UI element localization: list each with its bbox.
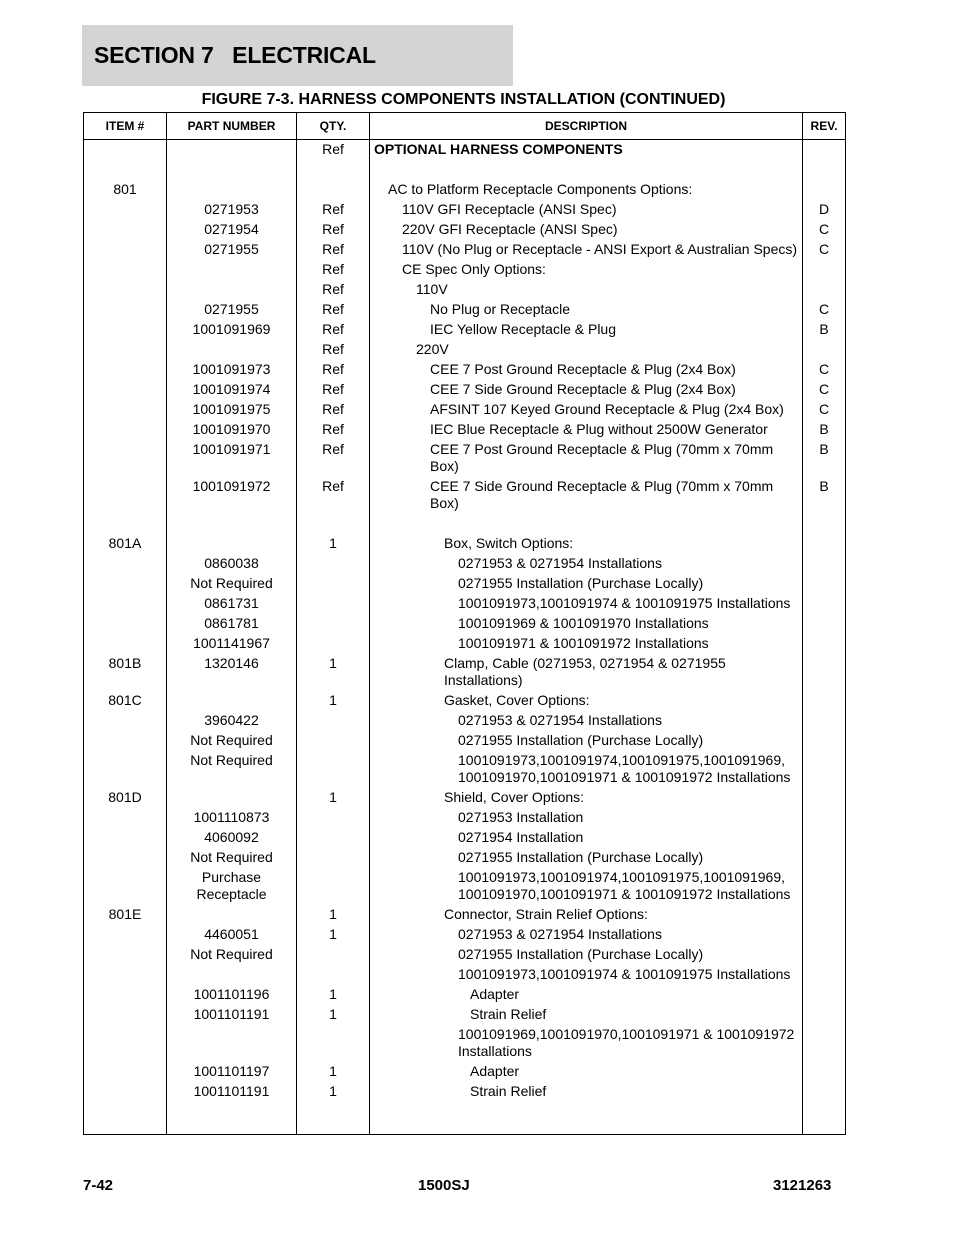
description-cell: 0271954 Installation [370,827,803,847]
table-row [84,847,846,867]
item-number-cell [84,944,167,964]
item-number-cell [84,827,167,847]
table-row [84,533,846,553]
revision-cell [803,613,846,633]
item-number-cell: 801E [84,904,167,924]
item-number-cell [84,359,167,379]
quantity-cell: Ref [297,339,370,359]
description-cell: Shield, Cover Options: [370,787,803,807]
part-number-cell: 0861781 [167,613,297,633]
quantity-cell: Ref [297,239,370,259]
revision-cell [803,867,846,904]
quantity-cell [297,710,370,730]
description-cell: 220V GFI Receptacle (ANSI Spec) [370,219,803,239]
item-number-cell [84,219,167,239]
part-number-cell: 1001091973 [167,359,297,379]
description-cell: 110V [370,279,803,299]
revision-cell [803,1061,846,1081]
quantity-cell [297,613,370,633]
description-cell: 1001091973,1001091974 & 1001091975 Installations [370,593,803,613]
description-cell: 1001091973,1001091974 & 1001091975 Installations [370,964,803,984]
item-number-cell [84,1081,167,1101]
item-number-cell [84,964,167,984]
revision-cell [803,633,846,653]
quantity-cell: Ref [297,140,370,160]
revision-cell [803,1024,846,1061]
parts-table-body [84,140,846,1135]
spacer-cell [370,513,803,533]
item-number-cell [84,319,167,339]
quantity-cell [297,867,370,904]
quantity-cell: Ref [297,299,370,319]
table-row [84,1081,846,1101]
quantity-cell: Ref [297,379,370,399]
item-number-cell [84,140,167,160]
table-row [84,1004,846,1024]
part-number-cell [167,140,297,160]
table-row [84,613,846,633]
section-title: SECTION 7 ELECTRICAL [94,42,376,68]
revision-cell: B [803,476,846,513]
description-cell: AFSINT 107 Keyed Ground Receptacle & Plug (2x4 Box) [370,399,803,419]
description-cell: No Plug or Receptacle [370,299,803,319]
part-number-cell [167,964,297,984]
column-header-item: ITEM # [84,113,167,140]
revision-cell: C [803,219,846,239]
quantity-cell: 1 [297,533,370,553]
quantity-cell: 1 [297,984,370,1004]
footer-model: 1500SJ [418,1177,470,1194]
item-number-cell [84,867,167,904]
spacer-cell [84,513,167,533]
revision-cell [803,533,846,553]
item-number-cell [84,984,167,1004]
table-row [84,299,846,319]
table-row [84,710,846,730]
item-number-cell [84,750,167,787]
quantity-cell [297,1024,370,1061]
table-row [84,1061,846,1081]
description-cell: Clamp, Cable (0271953, 0271954 & 0271955 Installations) [370,653,803,690]
part-number-cell [167,787,297,807]
item-number-cell [84,299,167,319]
description-cell: 220V [370,339,803,359]
column-header-rev: REV. [803,113,846,140]
table-row [84,439,846,476]
description-cell: 0271955 Installation (Purchase Locally) [370,944,803,964]
revision-cell [803,984,846,1004]
column-header-part-number: PART NUMBER [167,113,297,140]
table-row [84,807,846,827]
description-cell: Adapter [370,984,803,1004]
part-number-cell: 1001101191 [167,1004,297,1024]
description-cell: 0271953 & 0271954 Installations [370,924,803,944]
item-number-cell [84,419,167,439]
revision-cell [803,1004,846,1024]
part-number-cell: 1001101196 [167,984,297,1004]
table-row [84,633,846,653]
table-row [84,690,846,710]
table-row [84,319,846,339]
description-cell: 1001091973,1001091974,1001091975,1001091969, 1001091970,1001091971 & 1001091972 Installations [370,867,803,904]
table-row [84,219,846,239]
quantity-cell: Ref [297,199,370,219]
spacer-row [84,159,846,179]
revision-cell: C [803,359,846,379]
revision-cell [803,807,846,827]
quantity-cell [297,553,370,573]
description-cell: Strain Relief [370,1081,803,1101]
revision-cell [803,653,846,690]
table-row [84,476,846,513]
description-cell: Box, Switch Options: [370,533,803,553]
revision-cell [803,259,846,279]
item-number-cell [84,924,167,944]
description-cell: 1001091973,1001091974,1001091975,1001091969, 1001091970,1001091971 & 1001091972 Installations [370,750,803,787]
item-number-cell [84,613,167,633]
item-number-cell [84,379,167,399]
item-number-cell [84,1024,167,1061]
description-cell: 110V (No Plug or Receptacle - ANSI Export & Australian Specs) [370,239,803,259]
part-number-cell: 4460051 [167,924,297,944]
part-number-cell: Not Required [167,730,297,750]
description-cell: Adapter [370,1061,803,1081]
column-header-description: DESCRIPTION [370,113,803,140]
quantity-cell [297,179,370,199]
description-cell: Strain Relief [370,1004,803,1024]
item-number-cell [84,199,167,219]
description-cell: CEE 7 Side Ground Receptacle & Plug (2x4 Box) [370,379,803,399]
item-number-cell [84,279,167,299]
quantity-cell [297,633,370,653]
item-number-cell [84,593,167,613]
description-cell: 110V GFI Receptacle (ANSI Spec) [370,199,803,219]
quantity-cell: 1 [297,787,370,807]
part-number-cell: 1001141967 [167,633,297,653]
part-number-cell: Purchase Receptacle [167,867,297,904]
table-header-row [84,113,846,140]
table-row [84,964,846,984]
revision-cell [803,944,846,964]
part-number-cell: 0271955 [167,299,297,319]
section-header [82,25,513,86]
part-number-cell: 4060092 [167,827,297,847]
table-row [84,199,846,219]
quantity-cell: 1 [297,1004,370,1024]
item-number-cell [84,573,167,593]
description-cell: IEC Yellow Receptacle & Plug [370,319,803,339]
part-number-cell [167,1024,297,1061]
revision-cell [803,339,846,359]
part-number-cell [167,690,297,710]
quantity-cell: Ref [297,476,370,513]
part-number-cell [167,339,297,359]
description-cell: 1001091969,1001091970,1001091971 & 1001091972 Installations [370,1024,803,1061]
part-number-cell [167,904,297,924]
revision-cell [803,140,846,160]
quantity-cell: 1 [297,1081,370,1101]
part-number-cell: 0271953 [167,199,297,219]
item-number-cell [84,339,167,359]
part-number-cell: Not Required [167,573,297,593]
spacer-cell [803,159,846,179]
parts-table [83,112,846,1135]
description-cell: Connector, Strain Relief Options: [370,904,803,924]
table-end-row [84,1101,846,1135]
table-row [84,924,846,944]
description-cell: CEE 7 Post Ground Receptacle & Plug (2x4 Box) [370,359,803,379]
column-header-qty: QTY. [297,113,370,140]
part-number-cell [167,533,297,553]
part-number-cell: 0271954 [167,219,297,239]
quantity-cell: 1 [297,690,370,710]
quantity-cell [297,847,370,867]
table-row [84,984,846,1004]
description-cell: CEE 7 Side Ground Receptacle & Plug (70mm x 70mm Box) [370,476,803,513]
item-number-cell [84,807,167,827]
spacer-cell [167,513,297,533]
table-row [84,359,846,379]
revision-cell [803,750,846,787]
quantity-cell: Ref [297,259,370,279]
part-number-cell: 1001091975 [167,399,297,419]
spacer-cell [84,159,167,179]
figure-title: FIGURE 7-3. HARNESS COMPONENTS INSTALLATION (CONTINUED) [201,91,726,108]
table-row [84,1024,846,1061]
spacer-row [84,513,846,533]
item-number-cell [84,476,167,513]
revision-cell [803,904,846,924]
part-number-cell: Not Required [167,847,297,867]
quantity-cell [297,593,370,613]
quantity-cell: Ref [297,399,370,419]
description-cell: 0271955 Installation (Purchase Locally) [370,730,803,750]
revision-cell [803,787,846,807]
quantity-cell [297,964,370,984]
part-number-cell: 1001091974 [167,379,297,399]
revision-cell [803,279,846,299]
item-number-cell: 801D [84,787,167,807]
item-number-cell [84,1004,167,1024]
table-row [84,904,846,924]
item-number-cell [84,710,167,730]
part-number-cell: 0271955 [167,239,297,259]
quantity-cell: Ref [297,419,370,439]
description-cell: 0271953 & 0271954 Installations [370,710,803,730]
revision-cell: D [803,199,846,219]
part-number-cell: 0861731 [167,593,297,613]
table-row [84,279,846,299]
table-row [84,750,846,787]
quantity-cell: Ref [297,439,370,476]
table-row [84,593,846,613]
spacer-cell [297,159,370,179]
part-number-cell [167,259,297,279]
quantity-cell [297,827,370,847]
part-number-cell: Not Required [167,944,297,964]
description-cell: CEE 7 Post Ground Receptacle & Plug (70mm x 70mm Box) [370,439,803,476]
part-number-cell: 1001091971 [167,439,297,476]
quantity-cell: 1 [297,653,370,690]
item-number-cell: 801A [84,533,167,553]
table-row [84,399,846,419]
table-row [84,827,846,847]
item-number-cell: 801C [84,690,167,710]
part-number-cell [167,179,297,199]
item-number-cell [84,399,167,419]
spacer-cell [370,159,803,179]
table-row [84,867,846,904]
table-row [84,259,846,279]
table-row [84,339,846,359]
item-number-cell [84,553,167,573]
description-cell: 0271955 Installation (Purchase Locally) [370,847,803,867]
item-number-cell [84,633,167,653]
revision-cell [803,573,846,593]
table-row [84,379,846,399]
part-number-cell [167,279,297,299]
quantity-cell: Ref [297,359,370,379]
table-end-cell [297,1101,370,1135]
revision-cell: B [803,319,846,339]
part-number-cell: 1001091972 [167,476,297,513]
quantity-cell: 1 [297,924,370,944]
part-number-cell: 3960422 [167,710,297,730]
quantity-cell [297,730,370,750]
item-number-cell [84,259,167,279]
revision-cell: C [803,379,846,399]
revision-cell: C [803,239,846,259]
table-row [84,140,846,160]
part-number-cell: 1001101197 [167,1061,297,1081]
quantity-cell [297,750,370,787]
revision-cell: B [803,439,846,476]
description-cell: CE Spec Only Options: [370,259,803,279]
table-end-cell [84,1101,167,1135]
description-cell: 0271953 & 0271954 Installations [370,553,803,573]
table-row [84,653,846,690]
part-number-cell: 1001091969 [167,319,297,339]
part-number-cell: 1001110873 [167,807,297,827]
quantity-cell: Ref [297,319,370,339]
table-row [84,239,846,259]
revision-cell: B [803,419,846,439]
description-cell: Gasket, Cover Options: [370,690,803,710]
revision-cell [803,827,846,847]
table-row [84,730,846,750]
item-number-cell: 801B [84,653,167,690]
table-end-cell [370,1101,803,1135]
revision-cell [803,730,846,750]
description-cell: AC to Platform Receptacle Components Options: [370,179,803,199]
description-cell: 1001091969 & 1001091970 Installations [370,613,803,633]
part-number-cell: Not Required [167,750,297,787]
revision-cell: C [803,399,846,419]
table-row [84,573,846,593]
table-row [84,179,846,199]
spacer-cell [297,513,370,533]
revision-cell: C [803,299,846,319]
item-number-cell [84,847,167,867]
revision-cell [803,847,846,867]
spacer-cell [803,513,846,533]
description-cell: 0271953 Installation [370,807,803,827]
quantity-cell: Ref [297,279,370,299]
revision-cell [803,553,846,573]
table-end-cell [167,1101,297,1135]
spacer-cell [167,159,297,179]
quantity-cell: 1 [297,904,370,924]
footer-page-number: 7-42 [83,1177,114,1194]
description-cell: OPTIONAL HARNESS COMPONENTS [370,140,803,160]
item-number-cell: 801 [84,179,167,199]
revision-cell [803,710,846,730]
revision-cell [803,964,846,984]
quantity-cell [297,807,370,827]
part-number-cell: 0860038 [167,553,297,573]
table-row [84,787,846,807]
revision-cell [803,1081,846,1101]
footer-doc-number: 3121263 [773,1177,832,1194]
revision-cell [803,179,846,199]
revision-cell [803,690,846,710]
description-cell: IEC Blue Receptacle & Plug without 2500W Generator [370,419,803,439]
quantity-cell [297,573,370,593]
item-number-cell [84,1061,167,1081]
part-number-cell: 1001101191 [167,1081,297,1101]
table-row [84,944,846,964]
quantity-cell [297,944,370,964]
table-end-cell [803,1101,846,1135]
quantity-cell: Ref [297,219,370,239]
item-number-cell [84,439,167,476]
description-cell: 1001091971 & 1001091972 Installations [370,633,803,653]
table-row [84,419,846,439]
revision-cell [803,593,846,613]
description-cell: 0271955 Installation (Purchase Locally) [370,573,803,593]
quantity-cell: 1 [297,1061,370,1081]
table-row [84,553,846,573]
part-number-cell: 1001091970 [167,419,297,439]
revision-cell [803,924,846,944]
item-number-cell [84,239,167,259]
part-number-cell: 1320146 [167,653,297,690]
item-number-cell [84,730,167,750]
